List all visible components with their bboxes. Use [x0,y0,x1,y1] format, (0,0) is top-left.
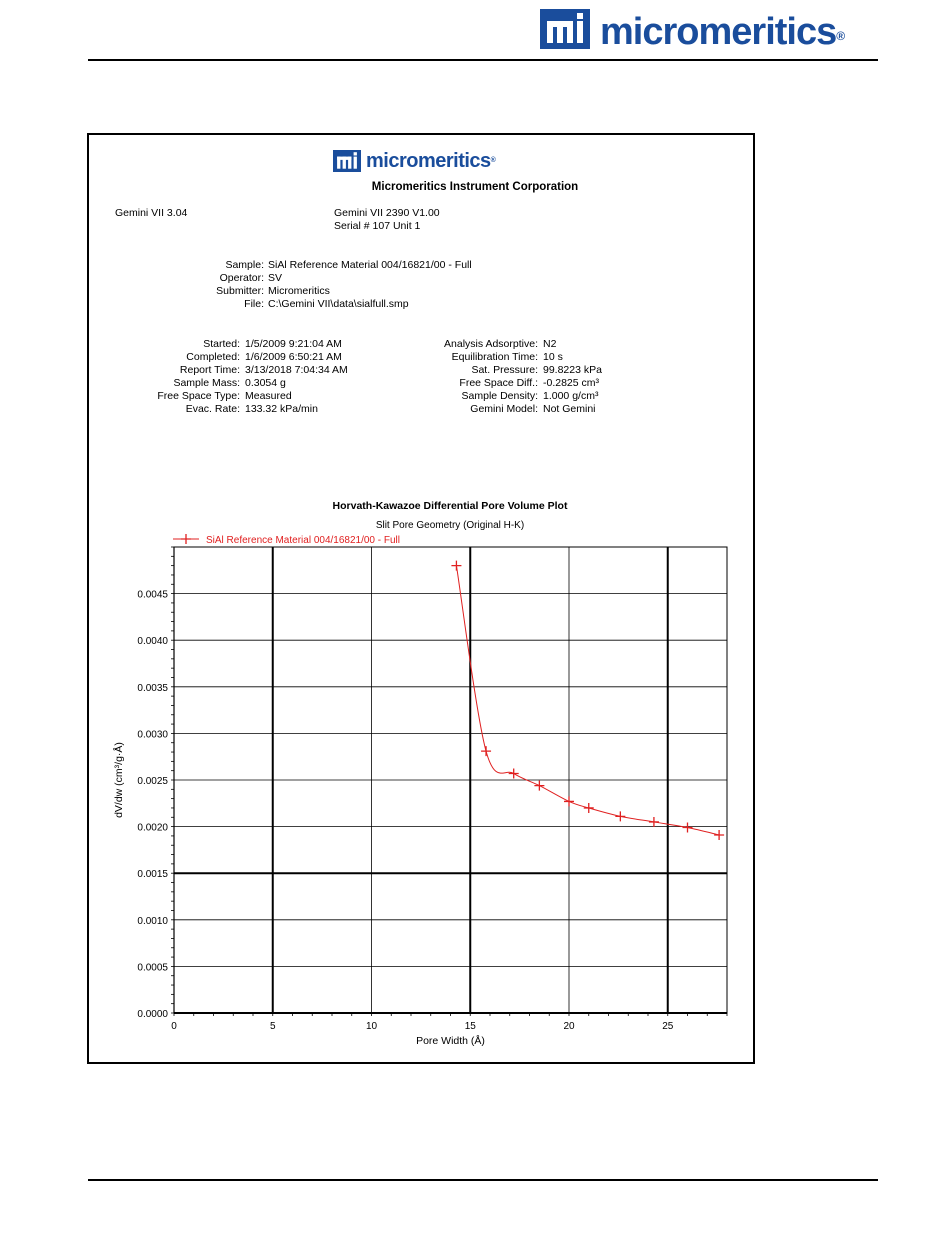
submitter-value: Micromeritics [268,285,330,297]
y-tick-label: 0.0005 [137,962,168,974]
adsorptive-label: Analysis Adsorptive: [444,338,538,350]
y-tick-label: 0.0040 [137,636,168,648]
x-tick-label: 0 [171,1021,177,1032]
x-tick-label: 10 [365,1021,378,1032]
software-version: Gemini VII 3.04 [115,207,188,219]
sample-value: SiAl Reference Material 004/16821/00 - Full [268,259,472,271]
data-point-marker [564,796,574,806]
sample-density-value: 1.000 g/cm³ [543,390,599,402]
report-time-label: Report Time: [179,364,240,376]
free-space-type-value: Measured [245,390,292,402]
file-label: File: [244,298,264,310]
equilibration-value: 10 s [543,351,563,363]
data-point-marker [534,781,544,791]
y-tick-label: 0.0030 [137,729,168,741]
y-tick-label: 0.0035 [137,682,168,694]
free-space-diff-label: Free Space Diff.: [459,377,538,389]
completed-label: Completed: [186,351,240,363]
instrument-serial: Serial # 107 Unit 1 [334,220,421,232]
gemini-model-label: Gemini Model: [470,403,538,415]
legend-label: SiAl Reference Material 004/16821/00 - Full [206,535,400,546]
y-tick-label: 0.0025 [137,776,168,787]
evac-rate-value: 133.32 kPa/min [245,403,318,415]
operator-value: SV [268,272,283,284]
sample-mass-value: 0.3054 g [245,377,286,389]
started-value: 1/5/2009 9:21:04 AM [245,338,342,350]
y-tick-label: 0.0015 [137,869,168,881]
adsorptive-value: N2 [543,338,557,350]
sample-mass-label: Sample Mass: [173,377,240,389]
x-tick-label: 20 [563,1021,575,1032]
y-axis-label: dV/dw (cm³/g·Å) [113,742,125,818]
y-tick-label: 0.0010 [137,915,168,927]
data-point-marker [584,803,594,813]
data-point-marker [615,811,625,821]
chart-title: Horvath-Kawazoe Differential Pore Volume Plot [332,500,568,512]
sat-pressure-value: 99.8223 kPa [543,364,602,376]
data-point-marker [714,830,724,840]
submitter-label: Submitter: [216,285,264,297]
data-point-marker [481,746,491,756]
gemini-model-value: Not Gemini [543,403,596,415]
x-tick-label: 15 [464,1021,476,1032]
footer-rule [88,1179,878,1181]
equilibration-label: Equilibration Time: [451,351,538,363]
started-label: Started: [203,338,240,350]
data-point-marker [683,823,693,833]
series-line [456,566,719,835]
free-space-diff-value: -0.2825 cm³ [543,377,600,389]
company-name: Micromeritics Instrument Corporation [371,181,579,193]
sample-density-label: Sample Density: [461,390,538,402]
x-tick-label: 5 [269,1021,276,1032]
instrument-version: Gemini VII 2390 V1.00 [334,207,440,219]
y-tick-label: 0.0000 [137,1009,168,1020]
free-space-type-label: Free Space Type: [157,390,240,402]
file-value: C:\Gemini VII\data\sialfull.smp [268,298,409,310]
sample-label: Sample: [225,259,264,271]
operator-label: Operator: [219,272,264,284]
report-logo-wordmark: micromeritics® [366,150,496,172]
report-time-value: 3/13/2018 7:04:34 AM [245,364,348,376]
x-axis-label: Pore Width (Å) [416,1035,485,1047]
evac-rate-label: Evac. Rate: [185,403,240,415]
legend-marker [181,534,191,544]
data-point-marker [451,561,461,571]
y-tick-label: 0.0020 [137,822,168,834]
chart-subtitle: Slit Pore Geometry (Original H-K) [375,520,525,531]
completed-value: 1/6/2009 6:50:21 AM [245,351,342,363]
data-point-marker [509,768,519,778]
x-tick-label: 25 [662,1021,674,1032]
sat-pressure-label: Sat. Pressure: [471,364,538,376]
micromeritics-logo-wordmark: micromeritics® [600,11,845,53]
data-point-marker [649,817,659,827]
y-tick-label: 0.0045 [137,589,168,601]
